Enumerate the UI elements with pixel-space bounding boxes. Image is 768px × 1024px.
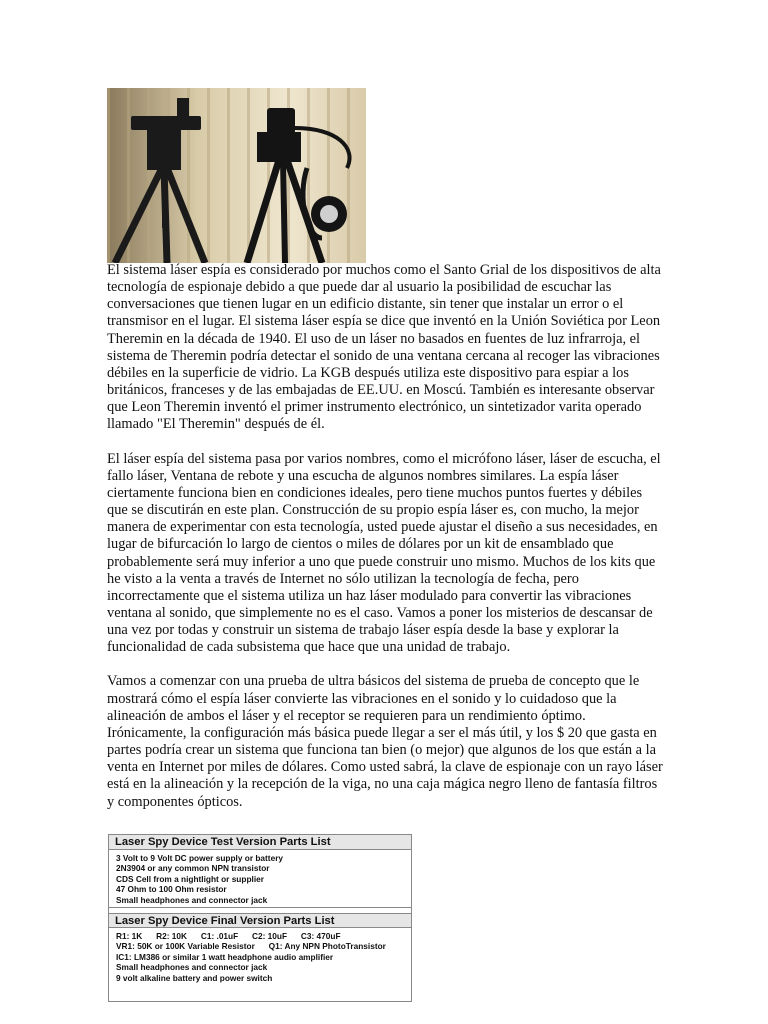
test-parts-title: Laser Spy Device Test Version Parts List <box>109 835 411 850</box>
test-parts-items <box>109 850 411 907</box>
parts-list-table <box>108 834 412 1002</box>
paragraph-2: El láser espía del sistema pasa por varios nombres, como el micrófono láser, láser de escucha, el fallo láser, Ventana de rebote y una escucha de algunos nombres similares. La espía láser ciertamente funciona bien en condiciones ideales, pero tiene muchos puntos fuertes y débiles que se discutirán en este plan. Construcción de su propio espía láser es, con mucho, la mejor manera de experimentar con esta tecnología, usted puede ajustar el diseño a sus necesidades, en lugar de bifurcación lo largo de cientos o miles de dólares por un kit de ensamblado que probablemente será muy inferior a uno que puede construir uno mismo. Muchos de los kits que he visto a la venta a través de Internet no sólo utilizan la tecnología de fecha, pero incorrectamente que el sistema utiliza un haz láser modulado para convertir las vibraciones ventana al sonido, que simplemente no es el caso. Vamos a poner los misterios de descansar de una vez por todas y construir un sistema de trabajo láser espía desde la base y explorar la funcionalidad de cada subsistema que hace que una unidad de trabajo. <box>107 450 661 656</box>
list-item: 3 Volt to 9 Volt DC power supply or battery <box>116 853 284 863</box>
list-item: 2N3904 or any common NPN transistor <box>116 863 270 874</box>
list-item: Small headphones and connector jack <box>116 894 268 905</box>
list-item: 9 volt alkaline battery and power switch <box>116 972 273 983</box>
list-item: VR1: 50K or 100K Variable Resistor Q1: Any NPN PhotoTransistor <box>116 941 386 952</box>
final-parts-title: Laser Spy Device Final Version Parts List <box>109 913 411 928</box>
article-body <box>107 262 663 811</box>
final-parts-items <box>109 928 411 985</box>
laser-spy-photo <box>107 88 366 263</box>
list-item: 47 Ohm to 100 Ohm resistor <box>116 884 227 895</box>
list-item: IC1: LM386 or similar 1 watt headphone audio amplifier <box>116 951 334 962</box>
list-item: Small headphones and connector jack <box>116 962 268 973</box>
list-item: CDS Cell from a nightlight or supplier <box>116 873 264 884</box>
paragraph-1: El sistema láser espía es considerado por muchos como el Santo Grial de los dispositivos de alta tecnología de espionaje debido a que puede dar al usuario la posibilidad de escuchar las conversaciones que tienen lugar en un edificio distante, sin tener que instalar un error o el transmisor en el lugar. El sistema láser espía se dice que inventó en la Unión Soviética por Leon Theremin en la década de 1940. El uso de un láser no basados en fuentes de luz infrarroja, el sistema de Theremin podría detectar el sonido de una ventana cercana al recoger las vibraciones débiles en la superficie de vidrio. La KGB después utiliza este dispositivo para espiar a los británicos, franceses y de las embajadas de EE.UU. en Moscú. También es interesante observar que Leon Theremin inventó el primer instrumento electrónico, un sintetizador varita operado llamado "El Theremin" después de él. <box>107 262 661 433</box>
list-item: R1: 1K R2: 10K C1: .01uF C2: 10uF C3: 470uF <box>116 931 341 942</box>
paragraph-3: Vamos a comenzar con una prueba de ultra básicos del sistema de prueba de concepto que le mostrará cómo el espía láser convierte las vibraciones en el sonido y lo cuidadoso que la alineación de ambos el láser y el receptor se requieren para un rendimiento óptimo. Irónicamente, la configuración más básica puede llegar a ser el más útil, y los $ 20 que gasta en partes podría crear un sistema que funciona tan bien (o mejor) que algunos de los que están a la venta en Internet por miles de dólares. Como usted sabrá, la clave de espionaje con un rayo láser está en la alineación y la recepción de la viga, no una caja mágica negro lleno de fantasía filtros y componentes ópticos. <box>107 673 663 810</box>
